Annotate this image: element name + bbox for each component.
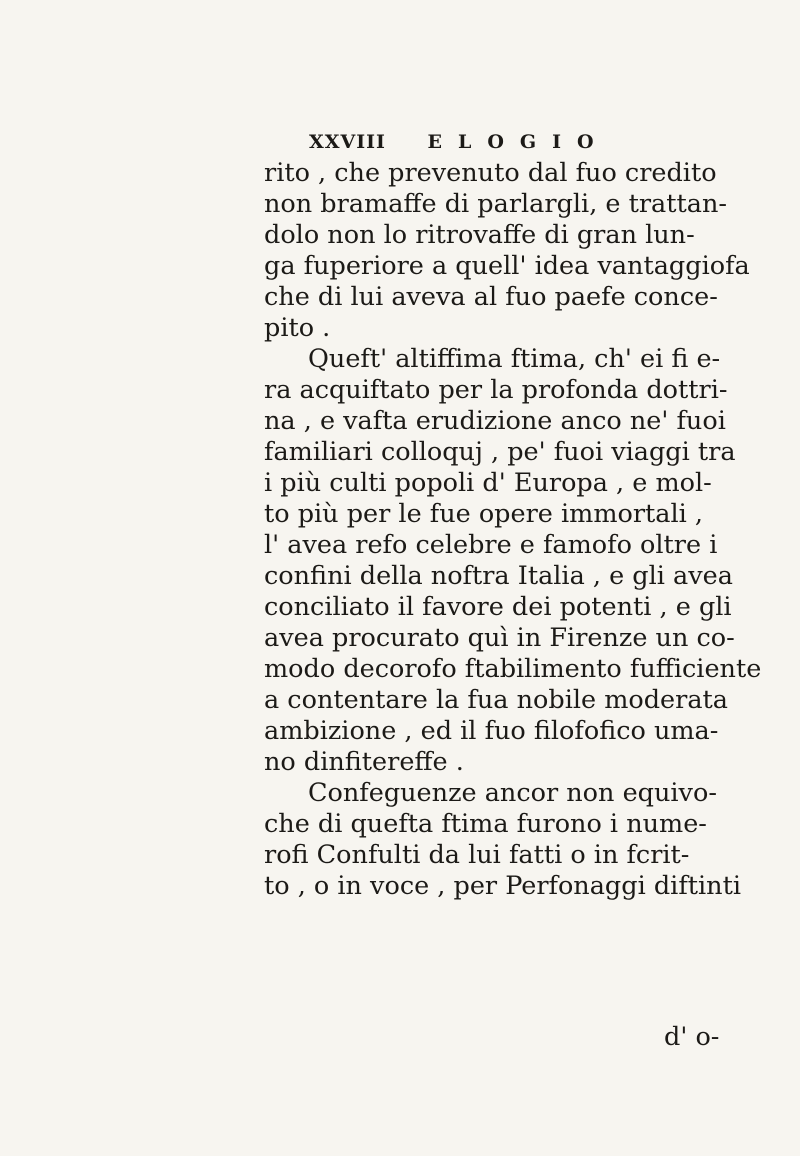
text-line: confini della noftra Italia , e gli avea [264,561,733,591]
catchword: d' o- [664,1022,720,1052]
text-line: ambizione , ed il fuo filofofico uma- [264,716,719,746]
text-line: rito , che prevenuto dal fuo credito [264,158,717,188]
text-line: l' avea refo celebre e famofo oltre i [264,530,718,560]
text-line: Confeguenze ancor non equivo- [308,778,717,808]
running-title: ELOGIO [427,131,610,153]
page-number: XXVIII [309,131,386,153]
text-line: no dinfitereffe . [264,747,464,777]
text-line: a contentare la fua nobile moderata [264,685,728,715]
text-line: Queft' altiffima ftima, ch' ei fi e- [308,344,721,374]
text-line: rofi Confulti da lui fatti o in fcrit- [264,840,690,870]
text-line: dolo non lo ritrovaffe di gran lun- [264,220,695,250]
text-line: che di lui aveva al fuo paefe conce- [264,282,718,312]
text-line: pito . [264,313,331,343]
body-text [264,158,794,902]
text-line: ga fuperiore a quell' idea vantaggiofa [264,251,750,281]
text-line: avea procurato quì in Firenze un co- [264,623,735,653]
text-line: modo decorofo ftabilimento fufficiente [264,654,762,684]
text-line: che di quefta ftima furono i nume- [264,809,707,839]
text-line: to più per le fue opere immortali , [264,499,704,529]
text-line: conciliato il favore dei potenti , e gli [264,592,732,622]
text-line: to , o in voce , per Perfonaggi diftinti [264,871,741,901]
text-line: i più culti popoli d' Europa , e mol- [264,468,712,498]
text-line: ra acquiftato per la profonda dottri- [264,375,728,405]
text-line: non bramaffe di parlargli, e trattan- [264,189,727,219]
text-line: na , e vafta erudizione anco ne' fuoi [264,406,726,436]
text-line: familiari colloquj , pe' fuoi viaggi tra [264,437,736,467]
running-header [309,131,610,153]
